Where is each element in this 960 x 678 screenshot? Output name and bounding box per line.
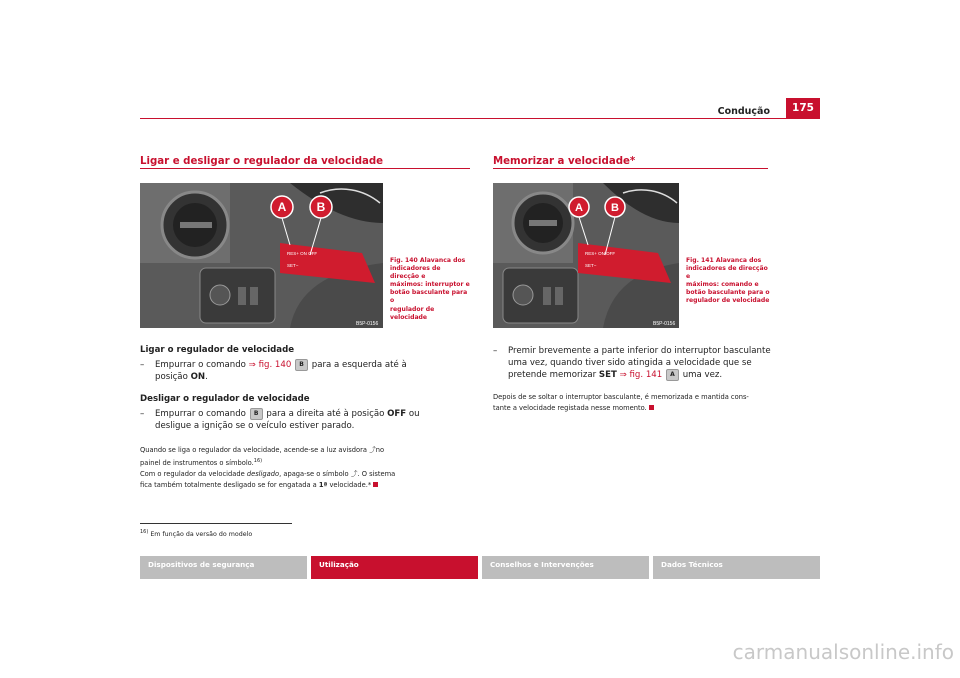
footnote: $^{16)}$ Em função da versão do modelo	[140, 529, 253, 539]
section-end-mark	[373, 482, 378, 487]
lever-label-top: RES+ ON OFF	[287, 251, 318, 256]
callout-badge-a: A	[666, 369, 679, 381]
lever-label-set: SET−	[287, 263, 299, 268]
page-number: 175	[786, 98, 820, 118]
tab-dados-tecnicos[interactable]: Dados Técnicos	[653, 556, 820, 579]
tab-conselhos-intervencoes[interactable]: Conselhos e Intervenções	[482, 556, 649, 579]
header-rule	[140, 118, 820, 119]
figure-image-id: B5P-0156	[356, 321, 379, 327]
section-heading-memorize-speed: Memorizar a velocidade*	[493, 156, 636, 167]
callout-badge-b: B	[295, 359, 308, 371]
cruise-symbol-icon: ⤴	[350, 470, 358, 478]
section-end-mark	[649, 405, 654, 410]
figure-140-lever	[140, 183, 383, 328]
step-memorize-speed: – Premir brevemente a parte inferior do interruptor basculante uma vez, quando tiver sido atingida a velocidade que se pretende memorizar SET ⇒ fig. 141 A uma vez.	[493, 346, 771, 380]
lever-label-set: SET−	[585, 263, 597, 268]
fig-140-link[interactable]: ⇒ fig. 140	[248, 360, 292, 370]
step-turn-off: – Empurrar o comando B para a direita até à posição OFF ou desligue a ignição se o veículo estiver parado.	[140, 409, 420, 431]
note-warning-light: Quando se liga o regulador da velocidade, acende-se a luz avisdora ⤴no painel de instrumentos o símbolo.$^{16)}$	[140, 446, 385, 467]
section-rule	[140, 168, 470, 169]
watermark: carmanualsonline.info	[732, 640, 954, 664]
callout-b: B	[316, 200, 326, 214]
callout-badge-b: B	[250, 408, 263, 420]
note-cruise-off: Com o regulador da velocidade desligado, apaga-se o símbolo ⤴. O sistema fica também totalmente desligado se for engatada a 1ª velocidade.*	[140, 470, 396, 489]
lever-illustration	[493, 183, 679, 328]
lever-illustration	[140, 183, 383, 328]
fig-141-link[interactable]: ⇒ fig. 141	[616, 370, 663, 380]
tab-dispositivos-seguranca[interactable]: Dispositivos de segurança	[140, 556, 307, 579]
callout-a: A	[277, 200, 287, 214]
footnote-rule	[140, 523, 292, 524]
callout-b: B	[611, 202, 619, 214]
tab-utilizacao[interactable]: Utilização	[311, 556, 478, 579]
section-rule	[493, 168, 768, 169]
figure-image-id: B5P-0156	[653, 321, 676, 327]
step-turn-on: – Empurrar o comando ⇒ fig. 140 B para a esquerda até à posição ON.	[140, 360, 407, 382]
subheading-turn-on: Ligar o regulador de velocidade	[140, 345, 295, 355]
figure-141-lever	[493, 183, 679, 328]
subheading-turn-off: Desligar o regulador de velocidade	[140, 394, 310, 404]
cruise-symbol-icon: ⤴	[369, 446, 376, 454]
lever-label-top: RES+ ON OFF	[585, 251, 616, 256]
figure-141-caption: Fig. 141 Alavanca dos indicadores de direcção e máximos: comando e botão basculante para o regulador de velocidade	[686, 257, 770, 305]
chapter-title: Condução	[717, 106, 770, 117]
section-heading-cruise-on-off: Ligar e desligar o regulador da velocidade	[140, 156, 384, 167]
note-memorize: Depois de se soltar o interruptor basculante, é memorizada e mantida cons- tante a velocidade registada nesse momento.	[493, 393, 749, 412]
figure-140-caption: Fig. 140 Alavanca dos indicadores de direcção e máximos: interruptor e botão basculante para o regulador de velocidade	[390, 257, 470, 321]
callout-a: A	[575, 202, 583, 214]
